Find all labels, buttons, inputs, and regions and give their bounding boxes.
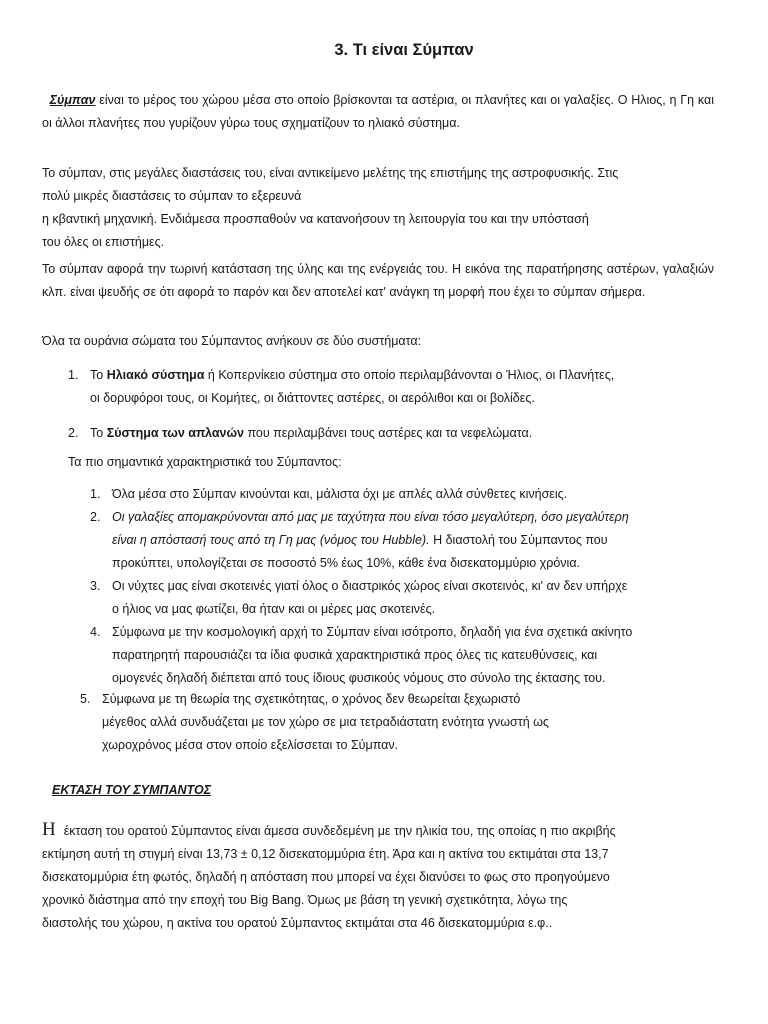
paragraph-2 [42,162,714,254]
list-number: 5. [80,692,91,706]
list-number: 4. [90,625,101,639]
features-list-item [90,575,732,621]
features-list-item [80,688,722,757]
list-item-line: Όλα μέσα στο Σύμπαν κινούνται και, μάλιστα όχι με απλές αλλά σύνθετες κινήσεις. [112,487,568,501]
list-item-line: παρατηρητή παρουσιάζει τα ίδια φυσικά χαρακτηριστικά προς όλες τις κατευθύνσεις, και [112,648,598,662]
list-item-line: Σύμφωνα με την κοσμολογική αρχή το Σύμπαν είναι ισότροπο, δηλαδή για ένα σχετικά ακίνητο [112,625,633,639]
list-item-line: οι δορυφόροι τους, οι Κομήτες, οι διάττοντες αστέρες, οι αερόλιθοι και οι βολίδες. [90,391,535,405]
intro-text: είναι το μέρος του χώρου μέσα στο οποίο βρίσκονται τα αστέρια, οι πλανήτες και οι γαλαξίες. Ο Ηλιος, η Γη και οι άλλοι πλανήτες που γυρίζουν γύρω τους σχηματίζουν το ηλιακό σύστημα. [42,93,715,130]
systems-list-item [68,422,730,445]
list-item-line: Σύμφωνα με τη θεωρία της σχετικότητας, ο χρόνος δεν θεωρείται ξεχωριστό [102,692,521,706]
intro-lead-term: Σύμπαν [49,93,96,107]
features-list-item [90,506,732,575]
list-number: 1. [68,368,79,382]
list-number: 1. [90,487,101,501]
text-span: Το [90,426,107,440]
extent-line: διαστολής του χώρου, η ακτίνα του ορατού Σύμπαντος εκτιμάται στα 46 δισεκατομμύρια ε.φ.. [42,916,553,930]
intro-paragraph [42,89,714,135]
list-item-line: ο ήλιος να μας φωτίζει, θα ήταν και οι μέρες μας σκοτεινές. [112,602,436,616]
paragraph-2-line: η κβαντική μηχανική. Ενδιάμεσα προσπαθούν να κατανοήσουν τη λειτουργία του και την υπόστασή [42,212,589,226]
italic-text: είναι η απόστασή τους από τη Γη μας (νόμος του Hubble). [112,533,430,547]
paragraph-4: Όλα τα ουράνια σώματα του Σύμπαντος ανήκουν σε δύο συστήματα: [42,334,422,348]
italic-text: Οι γαλαξίες απομακρύνονται από μας με ταχύτητα που είναι τόσο μεγαλύτερη, όσο μεγαλύτερη [112,510,629,524]
text-span: που περιλαμβάνει τους αστέρες και τα νεφελώματα. [244,426,533,440]
bold-term: Σύστημα των απλανών [106,426,244,440]
page-title: 3. Τι είναι Σύμπαν [334,41,474,59]
systems-list [68,364,730,445]
systems-list-item [68,364,730,410]
text-span: ή Κοπερνίκειο σύστημα στο οποίο περιλαμβάνονται ο Ήλιος, οι Πλανήτες, [204,368,615,382]
list-item-line: μέγεθος αλλά συνδυάζεται με τον χώρο σε μια τετραδιάστατη ενότητα γνωστή ως [102,715,549,729]
section-heading: ΕΚΤΑΣΗ ΤΟΥ ΣΥΜΠΑΝΤΟΣ [52,783,212,797]
extent-paragraph [42,818,714,935]
paragraph-2-line: πολύ μικρές διαστάσεις το σύμπαν το εξερευνά [42,189,302,203]
text-span: Το [90,368,107,382]
paragraph-2-line: Το σύμπαν, στις μεγάλες διαστάσεις του, είναι αντικείμενο μελέτης της επιστήμης της αστροφυσικής. Στις [42,166,619,180]
list-number: 3. [90,579,101,593]
list-item-line: χωροχρόνος μέσα στον οποίο εξελίσσεται το Σύμπαν. [102,738,399,752]
list-number: 2. [68,426,79,440]
bold-term: Ηλιακό σύστημα [106,368,205,382]
extent-line: δισεκατομμύρια έτη φωτός, δηλαδή η απόσταση που μπορεί να έχει διανύσει το φως στο προηγούμενο [42,870,610,884]
drop-initial: Η [42,819,56,840]
feature-5-list [80,688,722,757]
list-item-line: ομογενές δηλαδή διέπεται από τους ίδιους φυσικούς νόμους στο σύνολο της έκτασης του. [112,671,606,685]
list-item-line: Οι νύχτες μας είναι σκοτεινές γιατί όλος ο διαστρικός χώρος είναι σκοτεινός, κι' αν δεν υπήρχε [112,579,628,593]
features-list-item [90,483,732,506]
paragraph-3: Το σύμπαν αφορά την τωρινή κατάσταση της ύλης και της ενέργειάς του. Η εικόνα της παρατήρησης αστέρων, γαλαξιών κλπ. είναι ψευδής σε ότι αφορά το παρόν και δεν αποτελεί κατ' ανάγκη τη μορφή που έχει το σύμπαν σήμερα. [42,262,714,299]
list-number: 2. [90,510,101,524]
text-span: Η διαστολή του Σύμπαντος που [429,533,608,547]
paragraph-2-line: του όλες οι επιστήμες. [42,235,165,249]
list-item-line: προκύπτει, υπολογίζεται σε ποσοστό 5% έως 10%, κάθε ένα δισεκατομμύριο χρόνια. [112,556,581,570]
features-intro: Τα πιο σημαντικά χαρακτηριστικά του Σύμπαντος: [68,455,342,469]
extent-line: έκταση του ορατού Σύμπαντος είναι άμεσα συνδεδεμένη με την ηλικία του, της οποίας η πιο ακριβής [63,824,616,838]
extent-line: χρονικό διάστημα από την εποχή του Big Bang. Όμως με βάση τη γενική σχετικότητα, λόγω της [42,893,568,907]
features-list [90,483,732,690]
extent-line: εκτίμηση αυτή τη στιγμή είναι 13,73 ± 0,12 δισεκατομμύρια έτη. Άρα και η ακτίνα του εκτιμάται στα 13,7 [42,847,609,861]
features-list-item [90,621,732,690]
